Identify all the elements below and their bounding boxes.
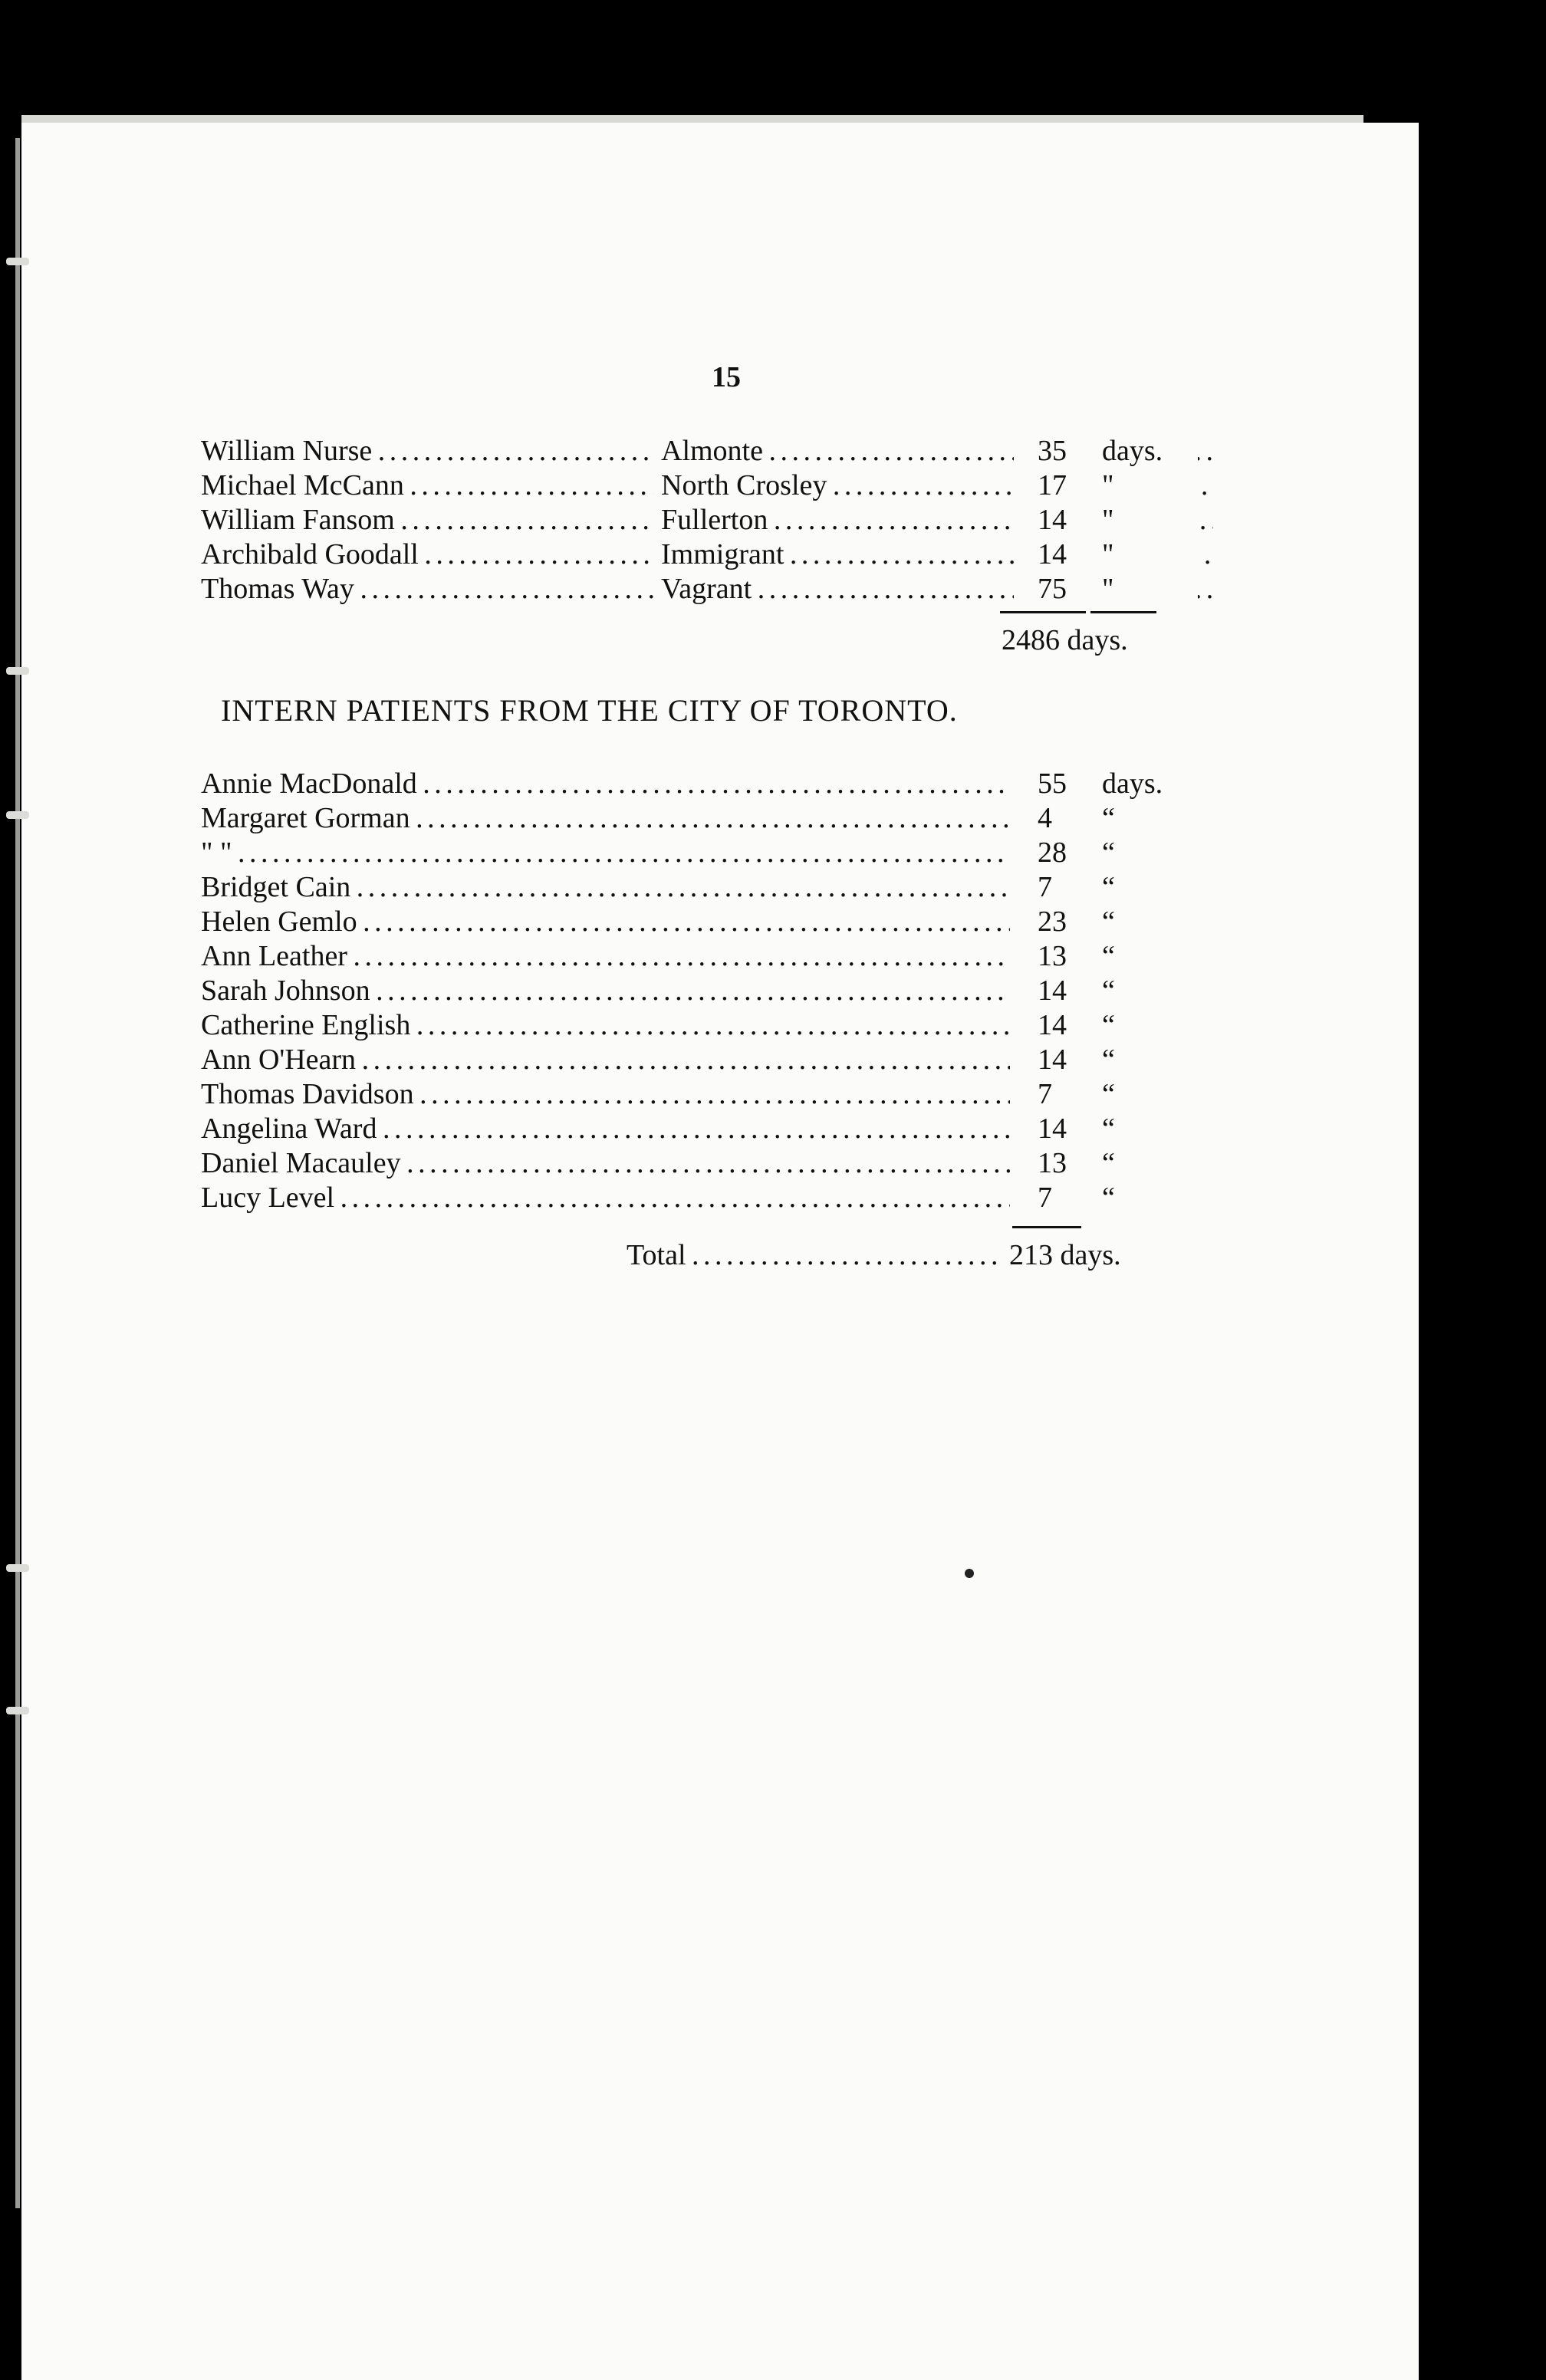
binding-mark bbox=[6, 667, 29, 675]
days-count: 75 bbox=[1031, 572, 1091, 607]
table-row bbox=[201, 1181, 1160, 1215]
table-row bbox=[201, 1146, 1160, 1181]
days-count: 13 bbox=[1031, 1146, 1091, 1181]
days-unit: “ bbox=[1102, 1112, 1186, 1146]
total-rule bbox=[1012, 1226, 1081, 1228]
days-unit: “ bbox=[1102, 1181, 1186, 1215]
table-row bbox=[201, 503, 1160, 537]
patient-name: William Nurse . . . bbox=[201, 434, 653, 468]
table-row bbox=[201, 537, 1160, 572]
days-unit: “ bbox=[1102, 1008, 1186, 1043]
table-row bbox=[201, 836, 1160, 870]
patient-name: Thomas Way . . . bbox=[201, 572, 653, 607]
toronto-total bbox=[201, 1238, 1160, 1284]
patient-name: Margaret Gorman . . . bbox=[201, 801, 1010, 836]
total-value: 213 days. bbox=[1002, 1238, 1121, 1272]
binding-mark bbox=[6, 1564, 29, 1572]
days-unit: “ bbox=[1102, 974, 1186, 1008]
patient-name: Ann O'Hearn . . . bbox=[201, 1043, 1010, 1077]
table-row bbox=[201, 434, 1163, 468]
days-count: 14 bbox=[1031, 1112, 1091, 1146]
patient-origin: Fullerton . . . bbox=[661, 503, 1213, 537]
patient-name: Sarah Johnson . . . bbox=[201, 974, 1010, 1008]
days-unit: “ bbox=[1102, 1146, 1186, 1181]
rural-subtotal bbox=[201, 623, 1160, 669]
days-unit: “ bbox=[1102, 870, 1186, 905]
patient-name: Bridget Cain . . . bbox=[201, 870, 1010, 905]
days-count: 28 bbox=[1031, 836, 1091, 870]
days-unit: " bbox=[1102, 503, 1186, 537]
days-unit: " bbox=[1102, 572, 1186, 607]
patient-name: William Fansom . . . bbox=[201, 503, 653, 537]
binding-mark bbox=[6, 811, 29, 819]
table-row bbox=[201, 468, 1160, 503]
patient-name: Michael McCann . . . bbox=[201, 468, 653, 503]
subtotal-rule-left bbox=[1000, 611, 1086, 613]
table-row bbox=[201, 801, 1160, 836]
table-row bbox=[201, 1112, 1160, 1146]
patient-name: Annie MacDonald . . . bbox=[201, 767, 1010, 801]
patient-name: Thomas Davidson . . . bbox=[201, 1077, 1010, 1112]
days-count: 17 bbox=[1031, 468, 1091, 503]
patient-name: Ann Leather . . . bbox=[201, 939, 1010, 974]
days-count: 7 bbox=[1031, 1181, 1091, 1215]
patient-name: Helen Gemlo . . . bbox=[201, 905, 1010, 939]
days-unit: “ bbox=[1102, 836, 1186, 870]
patient-origin: Almonte . . . bbox=[661, 434, 1213, 468]
rural-patient-list bbox=[201, 434, 1163, 607]
days-count: 14 bbox=[1031, 974, 1091, 1008]
days-count: 14 bbox=[1031, 1043, 1091, 1077]
table-row bbox=[201, 974, 1160, 1008]
days-count: 14 bbox=[1031, 1008, 1091, 1043]
patient-origin: Vagrant . . . bbox=[661, 572, 1213, 607]
days-unit: “ bbox=[1102, 1043, 1186, 1077]
table-row bbox=[201, 767, 1163, 801]
days-unit: days. bbox=[1102, 767, 1186, 801]
binding-mark bbox=[6, 1707, 29, 1714]
table-row bbox=[201, 572, 1160, 607]
days-unit: days. bbox=[1102, 434, 1186, 468]
days-count: 4 bbox=[1031, 801, 1091, 836]
table-row bbox=[201, 1043, 1160, 1077]
days-count: 35 bbox=[1031, 434, 1091, 468]
days-unit: " bbox=[1102, 537, 1186, 572]
table-row bbox=[201, 1008, 1160, 1043]
subtotal-rule-right bbox=[1090, 611, 1156, 613]
patient-name: " " . . . bbox=[201, 836, 1010, 870]
days-count: 14 bbox=[1031, 537, 1091, 572]
toronto-patient-list bbox=[201, 767, 1163, 1215]
days-count: 7 bbox=[1031, 870, 1091, 905]
ink-spot bbox=[965, 1569, 974, 1578]
days-unit: “ bbox=[1102, 1077, 1186, 1112]
days-unit: “ bbox=[1102, 801, 1186, 836]
patient-origin: North Crosley . . . bbox=[661, 468, 1213, 503]
binding-line bbox=[15, 138, 20, 2208]
toronto-section-heading: INTERN PATIENTS FROM THE CITY OF TORONTO. bbox=[221, 693, 958, 728]
days-count: 14 bbox=[1031, 503, 1091, 537]
patient-origin: Immigrant . . . bbox=[661, 537, 1213, 572]
patient-name: Angelina Ward . . . bbox=[201, 1112, 1010, 1146]
table-row bbox=[201, 1077, 1160, 1112]
days-unit: “ bbox=[1102, 905, 1186, 939]
patient-name: Lucy Level . . . bbox=[201, 1181, 1010, 1215]
days-unit: " bbox=[1102, 468, 1186, 503]
total-label: Total . . . bbox=[627, 1238, 1033, 1272]
rural-subtotal-value: 2486 days. bbox=[1002, 624, 1128, 656]
table-row bbox=[201, 870, 1160, 905]
days-count: 7 bbox=[1031, 1077, 1091, 1112]
days-count: 23 bbox=[1031, 905, 1091, 939]
days-count: 13 bbox=[1031, 939, 1091, 974]
days-count: 55 bbox=[1031, 767, 1091, 801]
page-content bbox=[201, 360, 1163, 1284]
table-row bbox=[201, 905, 1160, 939]
patient-name: Catherine English . . . bbox=[201, 1008, 1010, 1043]
table-row bbox=[201, 939, 1160, 974]
binding-mark bbox=[6, 258, 29, 265]
page-number: 15 bbox=[712, 361, 741, 393]
patient-name: Daniel Macauley . . . bbox=[201, 1146, 1010, 1181]
days-unit: “ bbox=[1102, 939, 1186, 974]
patient-name: Archibald Goodall . . . bbox=[201, 537, 653, 572]
